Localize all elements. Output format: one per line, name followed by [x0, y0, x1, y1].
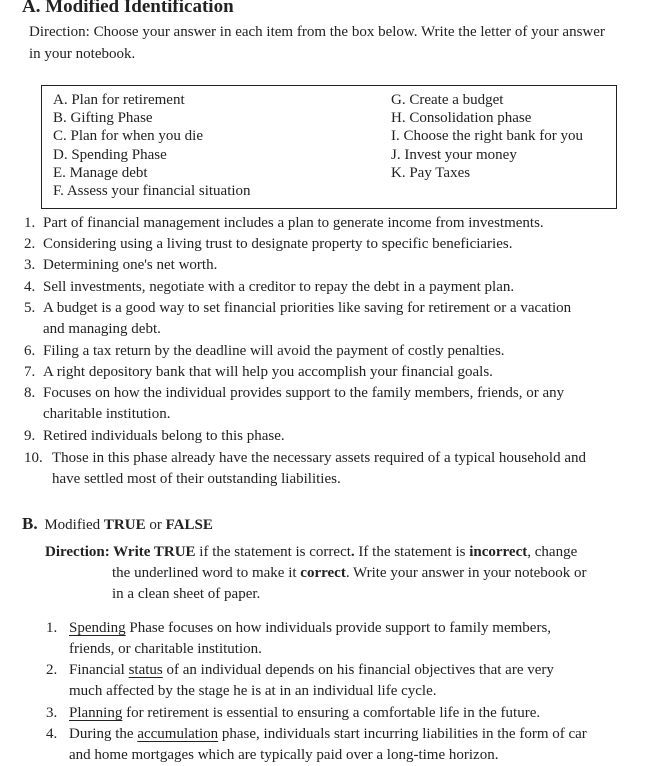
item-text-line-2: and home mortgages which are typically paid over a long-time horizon.	[69, 747, 499, 763]
choice-d: D. Spending Phase	[53, 147, 167, 163]
direction-incorrect: incorrect	[469, 544, 528, 560]
item-text-line-1: Those in this phase already have the necessary assets required of a typical household and	[52, 450, 586, 466]
choice-a: A. Plan for retirement	[53, 92, 185, 108]
item-text-line-2: much affected by the stage he is at in an individual life cycle.	[69, 683, 437, 699]
section-b-letter: B.	[22, 514, 38, 533]
item-text: Part of financial management includes a plan to generate income from investments.	[43, 215, 544, 231]
choice-g: G. Create a budget	[391, 92, 504, 108]
item-number: 8.	[24, 385, 36, 401]
item-text-post: phase, individuals start incurring liabilities in the form of car	[218, 726, 587, 742]
item-text: A right depository bank that will help you accomplish your financial goals.	[43, 364, 493, 380]
section-b-title-false: FALSE	[165, 517, 213, 533]
section-b-title-text: Modified	[44, 517, 104, 533]
item-text-line-2: have settled most of their outstanding liabilities.	[52, 471, 341, 487]
underlined-word: status	[128, 662, 163, 678]
direction-text: , change	[527, 544, 578, 560]
section-a-direction: Direction: Choose your answer in each item from the box below. Write the letter of your answer in your notebook.	[29, 24, 605, 62]
item-number: 1.	[46, 620, 58, 636]
item-text-line-1: A budget is a good way to set financial priorities like saving for retirement or a vacation	[43, 300, 572, 316]
item-text: Sell investments, negotiate with a creditor to repay the debt in a payment plan.	[43, 279, 515, 295]
item-text-line-1	[69, 703, 635, 724]
choice-c: C. Plan for when you die	[53, 128, 203, 144]
item-text-line-2: and managing debt.	[43, 321, 161, 337]
direction-text: If the statement is	[354, 544, 470, 560]
direction-label: Direction: Write TRUE	[45, 544, 196, 560]
item-text: Retired individuals belong to this phase.	[43, 428, 285, 444]
item-text: Considering using a living trust to designate property to specific beneficiaries.	[43, 236, 513, 252]
item-text-line-1	[69, 618, 635, 639]
item-text-line-2: charitable institution.	[43, 406, 171, 422]
item-number: 9.	[24, 428, 36, 444]
section-b-direction-line-3: in a clean sheet of paper.	[112, 586, 261, 602]
section-b-title	[22, 513, 213, 536]
item-text: Determining one's net worth.	[43, 257, 218, 273]
item-text-line-2: friends, or charitable institution.	[69, 641, 262, 657]
item-text-line-1	[69, 660, 635, 681]
item-text: Filing a tax return by the deadline will avoid the payment of costly penalties.	[43, 343, 505, 359]
item-number: 10.	[24, 450, 43, 466]
section-b-title-true: TRUE	[103, 517, 146, 533]
item-number: 4.	[24, 279, 36, 295]
section-b-title-or: or	[145, 517, 166, 533]
item-number: 3.	[46, 705, 58, 721]
item-number: 2.	[24, 236, 36, 252]
choice-j: J. Invest your money	[391, 147, 517, 163]
item-text-post: Phase focuses on how individuals provide support to family members,	[125, 620, 552, 636]
item-text-pre: Financial	[69, 662, 129, 678]
direction-text: . Write your answer in your notebook or	[345, 565, 587, 581]
item-text-line-1	[69, 724, 635, 745]
underlined-word: Spending	[69, 620, 126, 636]
item-number: 4.	[46, 726, 58, 742]
choice-k: K. Pay Taxes	[391, 165, 471, 181]
choice-b: B. Gifting Phase	[53, 110, 153, 126]
item-number: 3.	[24, 257, 36, 273]
item-number: 1.	[24, 215, 36, 231]
choice-f: F. Assess your financial situation	[53, 183, 251, 199]
item-number: 2.	[46, 662, 58, 678]
underlined-word: Planning	[69, 705, 123, 721]
section-b-direction	[45, 542, 635, 563]
underlined-word: accumulation	[137, 726, 219, 742]
item-text-line-1: Focuses on how the individual provides support to the family members, friends, or any	[43, 385, 565, 401]
item-text-post: of an individual depends on his financial objectives that are very	[162, 662, 554, 678]
direction-dot: .	[350, 544, 355, 560]
answer-choices-box	[41, 85, 617, 209]
choice-i: I. Choose the right bank for you	[391, 128, 584, 144]
choice-e: E. Manage debt	[53, 165, 148, 181]
choice-h: H. Consolidation phase	[391, 110, 532, 126]
item-text-post: for retirement is essential to ensuring a comfortable life in the future.	[122, 705, 541, 721]
direction-text: if the statement is correct	[195, 544, 351, 560]
item-text-pre: During the	[69, 726, 138, 742]
section-a-title: A. Modified Identification	[22, 0, 234, 17]
section-b-direction-line-2	[112, 563, 632, 584]
item-number: 7.	[24, 364, 36, 380]
direction-correct: correct	[300, 565, 346, 581]
item-number: 5.	[24, 300, 36, 316]
direction-text: the underlined word to make it	[112, 565, 301, 581]
item-number: 6.	[24, 343, 36, 359]
